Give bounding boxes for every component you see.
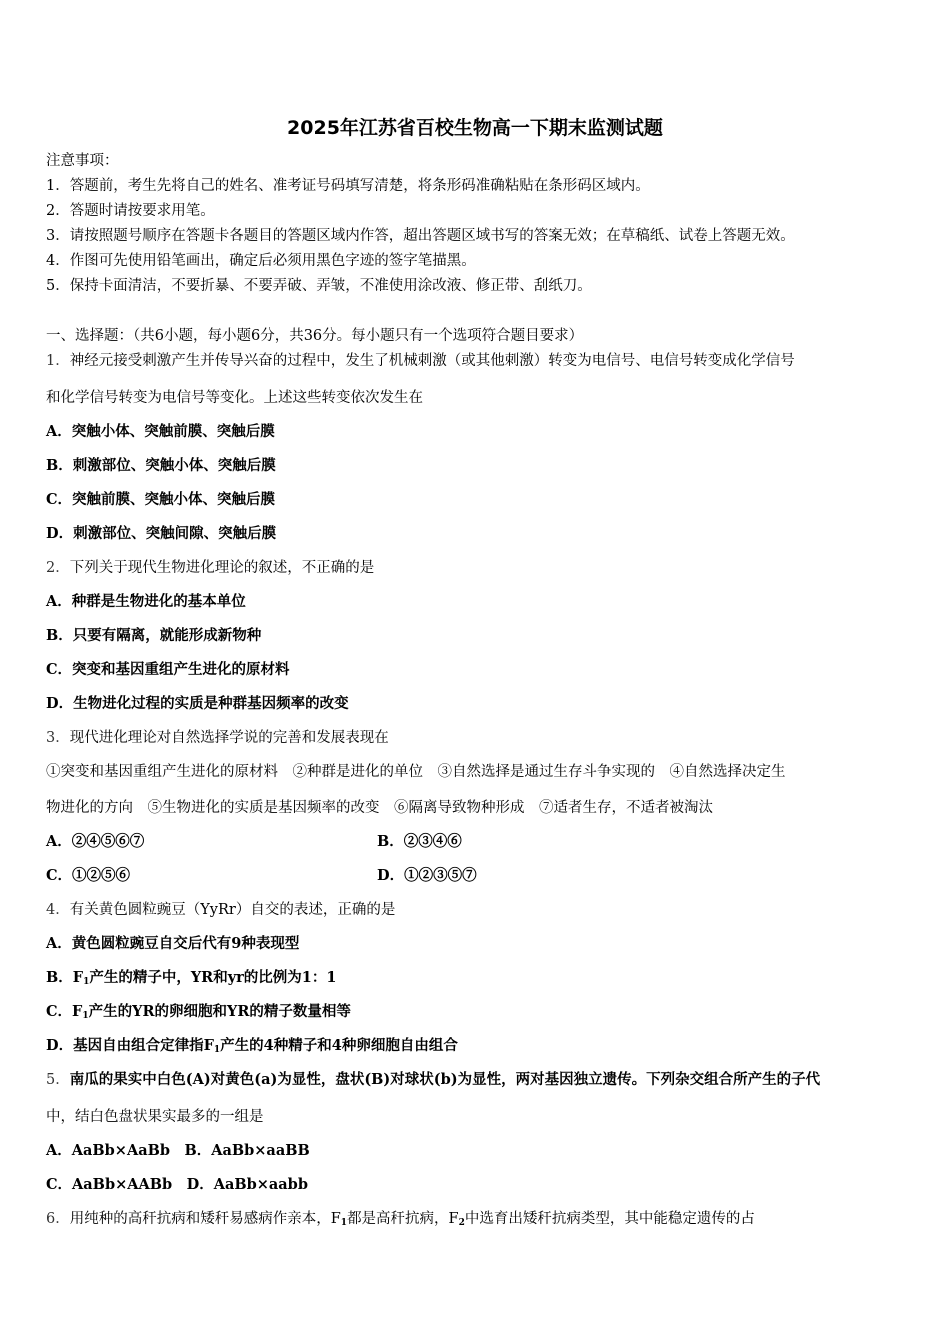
question-text: 现代进化理论对自然选择学说的完善和发展表现在 [69,730,389,746]
q2-option-a: A．种群是生物进化的基本单位 [46,593,246,610]
q1-option-c: C．突触前膜、突触小体、突触后膜 [46,491,276,508]
question-text: 南瓜的果实中白色(A)对黄色(a)为显性，盘状(B)对球状(b)为显性，两对基因独立遗传。下列杂交组合所产生的子代 [69,1071,821,1088]
question-2-stem [46,559,374,577]
q3-statements-line1: ①突变和基因重组产生进化的原材料 ②种群是进化的单位 ③自然选择是通过生存斗争实现的 ④自然选择决定生 [46,764,786,780]
q1-option-b: B．刺激部位、突触小体、突触后膜 [46,457,276,474]
notice-item-2: 2．答题时请按要求用笔。 [46,203,215,219]
q1-option-d: D．刺激部位、突触间隙、突触后膜 [46,525,277,542]
notice-item-5: 5．保持卡面清洁，不要折暴、不要弄破、弄皱，不准使用涂改液、修正带、刮纸刀。 [46,278,592,294]
q3-statements-line2: 物进化的方向 ⑤生物进化的实质是基因频率的改变 ⑥隔离导致物种形成 ⑦适者生存，不适者被淘汰 [46,800,713,816]
question-6-stem: 6．用纯种的高秆抗病和矮秆易感病作亲本，$F_1$都是高秆抗病，$F_2$中选育出矮秆抗病类型，其中能稳定遗传的占 [46,1211,755,1228]
question-5-stem [46,1071,820,1089]
question-text: 下列关于现代生物进化理论的叙述，不正确的是 [69,560,375,576]
question-text: 有关黄色圆粒豌豆（YyRr）自交的表述，正确的是 [69,902,396,918]
question-number: 1． [46,353,70,369]
question-3-stem [46,729,389,747]
question-number: 6． [46,1211,70,1227]
notice-item-4: 4．作图可先使用铅笔画出，确定后必须用黑色字迹的签字笔描黑。 [46,253,476,269]
question-number: 5． [46,1072,70,1088]
question-5-stem-cont: 中，结白色盘状果实最多的一组是 [46,1109,264,1125]
q3-option-a: A．②④⑤⑥⑦ [46,833,145,850]
notice-heading: 注意事项： [46,153,119,169]
q1-option-a: A．突触小体、突触前膜、突触后膜 [46,423,275,440]
q2-option-b: B．只要有隔离，就能形成新物种 [46,627,262,644]
question-text: 神经元接受刺激产生并传导兴奋的过程中，发生了机械刺激（或其他刺激）转变为电信号、电信号转变成化学信号 [69,353,795,369]
q4-option-a: A．黄色圆粒豌豆自交后代有9种表现型 [46,935,300,952]
q5-options-ab: A．AaBb×AaBb B．AaBb×aaBB [46,1142,310,1159]
question-number: 2． [46,560,70,576]
q2-option-c: C．突变和基因重组产生进化的原材料 [46,661,290,678]
q3-option-b: B．②③④⑥ [377,833,462,850]
q4-option-c: C．$F_1$产生的YR的卵细胞和YR的精子数量相等 [46,1003,351,1021]
section-heading: 一、选择题：（共6小题，每小题6分，共36分。每小题只有一个选项符合题目要求） [46,328,584,344]
question-4-stem [46,901,395,919]
q5-options-cd: C．AaBb×AABb D．AaBb×aabb [46,1176,308,1193]
notice-item-1: 1．答题前，考生先将自己的姓名、准考证号码填写清楚，将条形码准确粘贴在条形码区域内。 [46,178,650,194]
question-1-stem-cont: 和化学信号转变为电信号等变化。上述这些转变依次发生在 [46,390,423,406]
q3-option-c: C．①②⑤⑥ [46,867,131,884]
q4-option-d: D．基因自由组合定律指$F_1$产生的4种精子和4种卵细胞自由组合 [46,1037,458,1055]
q3-option-d: D．①②③⑤⑦ [377,867,477,884]
notice-item-3: 3．请按照题号顺序在答题卡各题目的答题区域内作答，超出答题区域书写的答案无效；在草稿纸、试卷上答题无效。 [46,228,795,244]
q2-option-d: D．生物进化过程的实质是种群基因频率的改变 [46,695,349,712]
q4-option-b: B．$F_1$产生的精子中，YR和yr的比例为1：1 [46,969,337,987]
question-1-stem [46,352,795,370]
page-title: 2025年江苏省百校生物高一下期末监测试题 [287,117,663,139]
question-number: 3． [46,730,70,746]
question-number: 4． [46,902,70,918]
